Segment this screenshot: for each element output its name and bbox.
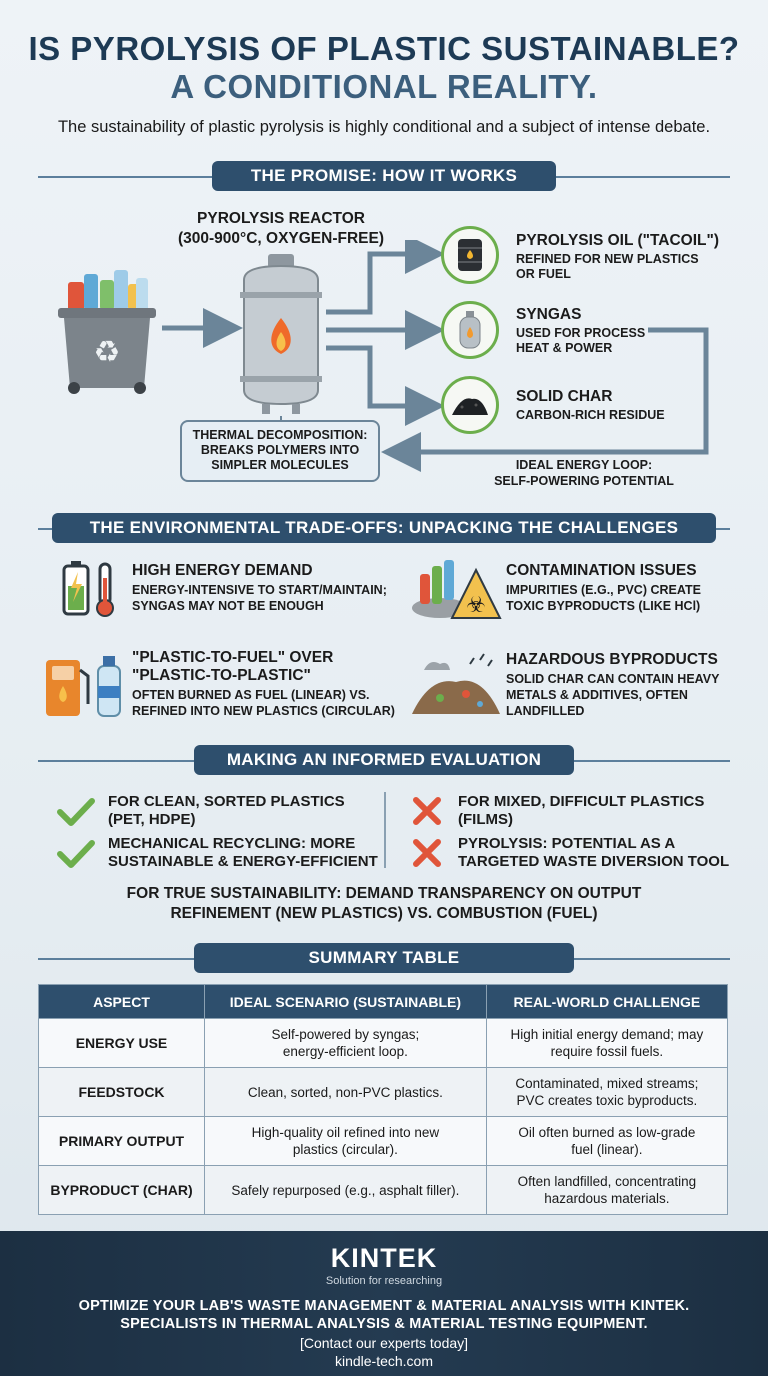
footer-line: SPECIALISTS IN THERMAL ANALYSIS & MATERIAL TESTING EQUIPMENT. bbox=[120, 1316, 648, 1332]
cell-line: hazardous materials. bbox=[544, 1191, 670, 1206]
column-header: IDEAL SCENARIO (SUSTAINABLE) bbox=[205, 985, 487, 1019]
tradeoff-title: HAZARDOUS BYPRODUCTS bbox=[506, 651, 718, 668]
output-oil-title: PYROLYSIS OIL ("TACOIL") bbox=[516, 232, 720, 249]
output-char-title: SOLID CHAR bbox=[516, 388, 613, 405]
battery-thermometer-icon bbox=[58, 558, 122, 620]
tradeoff-desc: TOXIC BYPRODUCTS (LIKE HCl) bbox=[506, 599, 701, 613]
website-link[interactable]: kindle-tech.com bbox=[334, 1353, 434, 1369]
tradeoff-title: "PLASTIC-TO-PLASTIC" bbox=[132, 667, 311, 684]
recycling-bin-icon bbox=[58, 270, 156, 394]
table-row bbox=[39, 1019, 728, 1068]
cross-icon bbox=[412, 838, 442, 868]
contamination-hazard-icon bbox=[410, 556, 502, 622]
cell-line: PVC creates toxic byproducts. bbox=[516, 1093, 698, 1108]
eval-left: MECHANICAL RECYCLING: MORE bbox=[108, 835, 356, 852]
cell-line: Often landfilled, concentrating bbox=[517, 1174, 697, 1189]
decomposition-callout bbox=[180, 420, 380, 482]
ideal-cell bbox=[205, 1019, 487, 1068]
tradeoff-desc: SYNGAS MAY NOT BE ENOUGH bbox=[132, 599, 324, 613]
real-cell bbox=[486, 1166, 727, 1215]
section-heading-summary: SUMMARY TABLE bbox=[194, 943, 574, 973]
eval-right: FOR MIXED, DIFFICULT PLASTICS bbox=[458, 793, 705, 810]
cell-line: Oil often burned as low-grade bbox=[518, 1125, 696, 1140]
divider bbox=[384, 792, 386, 868]
section-heading-evaluation: MAKING AN INFORMED EVALUATION bbox=[194, 745, 574, 775]
reactor-vessel-icon bbox=[240, 254, 322, 414]
ideal-cell bbox=[205, 1166, 487, 1215]
cross-icon bbox=[412, 796, 442, 826]
table-row bbox=[39, 1068, 728, 1117]
tradeoff-desc: IMPURITIES (E.G., PVC) CREATE bbox=[506, 583, 701, 597]
real-cell bbox=[486, 1019, 727, 1068]
cell-line: Clean, sorted, non-PVC plastics. bbox=[247, 1084, 443, 1100]
section-heading-tradeoffs: THE ENVIRONMENTAL TRADE-OFFS: UNPACKING THE CHALLENGES bbox=[52, 513, 716, 543]
check-icon bbox=[56, 796, 96, 828]
tradeoff-desc: SOLID CHAR CAN CONTAIN HEAVY bbox=[506, 672, 720, 686]
footer bbox=[0, 1231, 768, 1376]
tradeoff-desc: ENERGY-INTENSIVE TO START/MAINTAIN; bbox=[132, 583, 387, 597]
tradeoff-title: HIGH ENERGY DEMAND bbox=[132, 562, 313, 579]
energy-loop-label-2: SELF-POWERING POTENTIAL bbox=[494, 474, 674, 488]
cell-line: High-quality oil refined into new bbox=[251, 1125, 440, 1140]
cell-line: High initial energy demand; may bbox=[510, 1027, 704, 1042]
aspect-cell: BYPRODUCT (CHAR) bbox=[39, 1166, 205, 1215]
eval-right: TARGETED WASTE DIVERSION TOOL bbox=[458, 853, 730, 870]
output-char-desc: CARBON-RICH RESIDUE bbox=[516, 408, 665, 422]
conclusion: REFINEMENT (NEW PLASTICS) VS. COMBUSTION (FUEL) bbox=[170, 905, 598, 922]
aspect-cell: PRIMARY OUTPUT bbox=[39, 1117, 205, 1166]
eval-right: (FILMS) bbox=[458, 811, 513, 828]
output-syngas-desc: USED FOR PROCESS bbox=[516, 326, 646, 340]
fuel-pump-bottle-icon bbox=[42, 650, 126, 720]
tradeoff-desc: METALS & ADDITIVES, OFTEN bbox=[506, 688, 688, 702]
page-subtitle-heading: A CONDITIONAL REALITY. bbox=[170, 68, 598, 105]
output-syngas-desc-2: HEAT & POWER bbox=[516, 341, 613, 355]
brand-logo: KINTEK bbox=[330, 1243, 438, 1273]
eval-left: FOR CLEAN, SORTED PLASTICS bbox=[108, 793, 345, 810]
brand-tagline: Solution for researching bbox=[325, 1275, 443, 1287]
decomposition-line: THERMAL DECOMPOSITION: bbox=[192, 428, 368, 442]
section-heading-promise: THE PROMISE: HOW IT WORKS bbox=[212, 161, 556, 191]
cell-line: Safely repurposed (e.g., asphalt filler). bbox=[231, 1182, 460, 1198]
footer-line: OPTIMIZE YOUR LAB'S WASTE MANAGEMENT & MATERIAL ANALYSIS WITH KINTEK. bbox=[78, 1298, 690, 1314]
output-oil-desc-2: OR FUEL bbox=[516, 267, 571, 281]
cell-line: plastics (circular). bbox=[292, 1142, 398, 1157]
output-syngas-title: SYNGAS bbox=[516, 306, 582, 323]
output-oil-desc: REFINED FOR NEW PLASTICS bbox=[516, 252, 699, 266]
contact-link[interactable]: [Contact our experts today] bbox=[299, 1335, 469, 1351]
cell-line: fuel (linear). bbox=[571, 1142, 643, 1157]
table-row bbox=[39, 1166, 728, 1215]
ideal-cell bbox=[205, 1068, 487, 1117]
reactor-title: PYROLYSIS REACTOR bbox=[197, 210, 365, 227]
tradeoff-desc: LANDFILLED bbox=[506, 704, 585, 718]
eval-left: SUSTAINABLE & ENERGY-EFFICIENT bbox=[108, 853, 378, 870]
tradeoff-title: "PLASTIC-TO-FUEL" OVER bbox=[132, 649, 334, 666]
real-cell bbox=[486, 1068, 727, 1117]
cell-line: require fossil fuels. bbox=[550, 1044, 664, 1059]
ideal-cell bbox=[205, 1117, 487, 1166]
tradeoff-title: CONTAMINATION ISSUES bbox=[506, 562, 697, 579]
aspect-cell: ENERGY USE bbox=[39, 1019, 205, 1068]
cell-line: Self-powered by syngas; bbox=[271, 1027, 420, 1042]
summary-table-wrap bbox=[38, 984, 728, 1215]
char-pile-icon bbox=[441, 376, 499, 434]
page-title: IS PYROLYSIS OF PLASTIC SUSTAINABLE? bbox=[28, 30, 740, 67]
tradeoff-desc: REFINED INTO NEW PLASTICS (CIRCULAR) bbox=[132, 704, 395, 718]
cell-line: Contaminated, mixed streams; bbox=[515, 1076, 699, 1091]
svg-text:♻: ♻ bbox=[93, 335, 121, 370]
gas-cylinder-icon bbox=[441, 301, 499, 359]
eval-right: PYROLYSIS: POTENTIAL AS A bbox=[458, 835, 676, 852]
summary-table bbox=[38, 984, 728, 1215]
real-cell bbox=[486, 1117, 727, 1166]
column-header: ASPECT bbox=[39, 985, 205, 1019]
oil-barrel-icon bbox=[441, 226, 499, 284]
table-row bbox=[39, 1117, 728, 1166]
cell-line: energy-efficient loop. bbox=[282, 1044, 408, 1059]
svg-text:☣: ☣ bbox=[466, 593, 486, 618]
eval-left: (PET, HDPE) bbox=[108, 811, 196, 828]
energy-loop-label: IDEAL ENERGY LOOP: bbox=[515, 458, 653, 472]
aspect-cell: FEEDSTOCK bbox=[39, 1068, 205, 1117]
decomposition-line: SIMPLER MOLECULES bbox=[211, 458, 349, 472]
check-icon bbox=[56, 838, 96, 870]
waste-pile-icon bbox=[410, 650, 502, 720]
decomposition-line: BREAKS POLYMERS INTO bbox=[200, 443, 360, 457]
intro-text: The sustainability of plastic pyrolysis is highly conditional and a subject of intense debate. bbox=[57, 118, 711, 136]
column-header: REAL-WORLD CHALLENGE bbox=[486, 985, 727, 1019]
conclusion: FOR TRUE SUSTAINABILITY: DEMAND TRANSPARENCY ON OUTPUT bbox=[126, 885, 642, 902]
tradeoff-desc: OFTEN BURNED AS FUEL (LINEAR) VS. bbox=[132, 688, 370, 702]
reactor-conditions: (300-900°C, OXYGEN-FREE) bbox=[177, 230, 385, 247]
